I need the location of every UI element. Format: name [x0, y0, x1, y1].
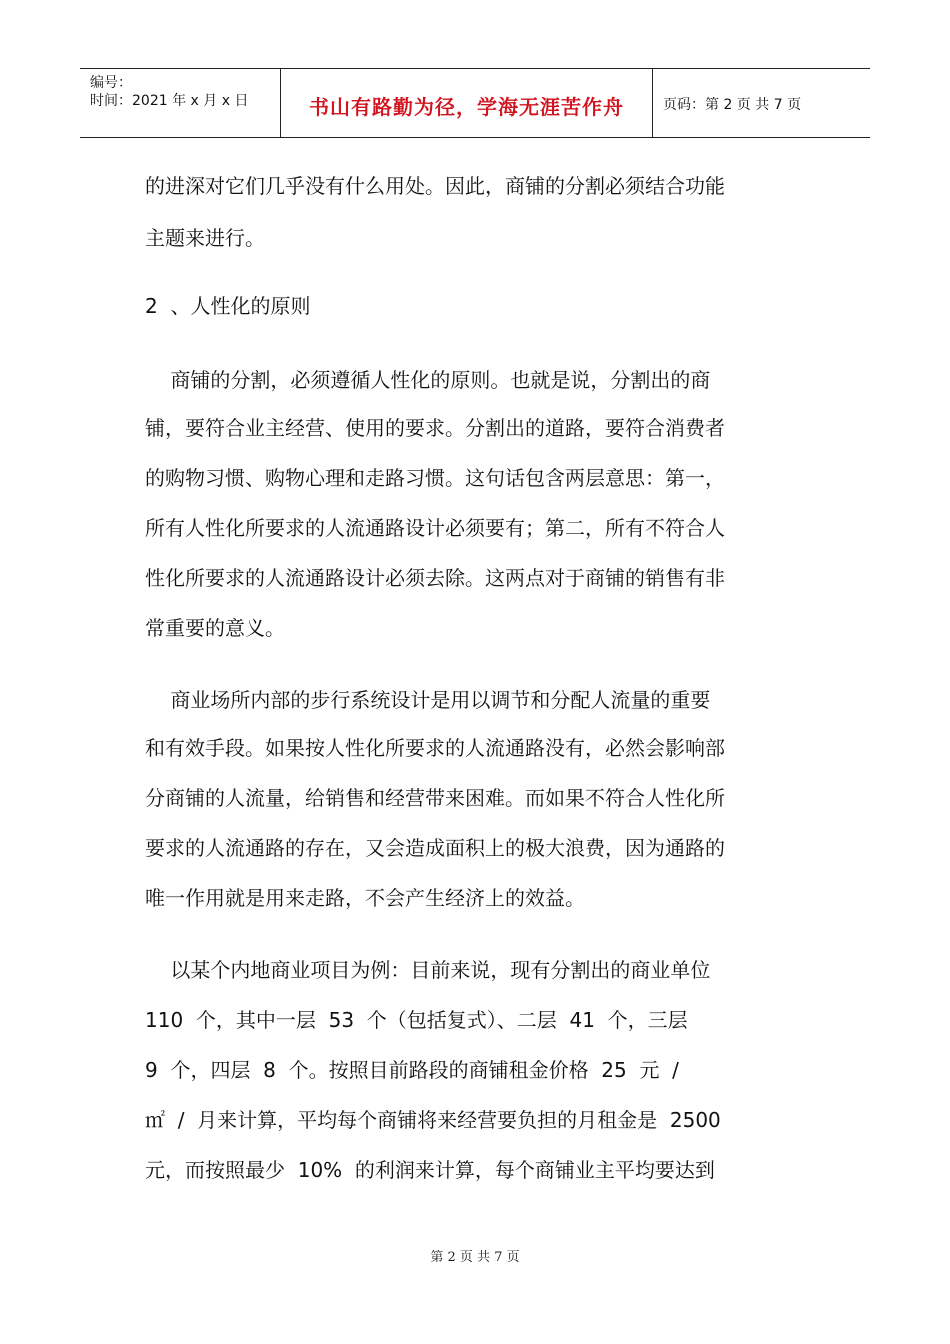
- body-line: ㎡ / 月来计算，平均每个商铺将来经营要负担的月租金是 2500: [145, 1108, 721, 1132]
- body-line: 商铺的分割，必须遵循人性化的原则。也就是说，分割出的商: [145, 368, 711, 392]
- page-footer: 第 2 页 共 7 页: [430, 1250, 520, 1265]
- body-line: 的购物习惯、购物心理和走路习惯。这句话包含两层意思：第一，: [145, 466, 725, 490]
- document-date-label: 时间：2021 年 x 月 x 日: [90, 93, 249, 109]
- body-line: 9 个，四层 8 个。按照目前路段的商铺租金价格 25 元 /: [145, 1058, 679, 1082]
- body-line: 要求的人流通路的存在，又会造成面积上的极大浪费，因为通路的: [145, 836, 725, 860]
- body-line: 性化所要求的人流通路设计必须去除。这两点对于商铺的销售有非: [145, 566, 725, 590]
- body-line: 元，而按照最少 10% 的利润来计算，每个商铺业主平均要达到: [145, 1158, 715, 1182]
- page-header: [80, 68, 870, 138]
- body-line: 唯一作用就是用来走路，不会产生经济上的效益。: [145, 886, 585, 910]
- header-page-info: 页码：第 2 页 共 7 页: [663, 97, 802, 113]
- body-line: 主题来进行。: [145, 226, 265, 250]
- header-meta-cell: [80, 69, 281, 137]
- body-line: 铺，要符合业主经营、使用的要求。分割出的道路，要符合消费者: [145, 416, 725, 440]
- body-line: 110 个，其中一层 53 个（包括复式）、二层 41 个，三层: [145, 1008, 688, 1032]
- body-line: 的进深对它们几乎没有什么用处。因此，商铺的分割必须结合功能: [145, 174, 725, 198]
- body-line: 分商铺的人流量，给销售和经营带来困难。而如果不符合人性化所: [145, 786, 725, 810]
- document-code-label: 编号：: [90, 75, 132, 91]
- header-motto: 书山有路勤为径，学海无涯苦作舟: [281, 69, 653, 137]
- body-line: 以某个内地商业项目为例：目前来说，现有分割出的商业单位: [145, 958, 711, 982]
- body-line: 常重要的意义。: [145, 616, 285, 640]
- section-heading: 2 、人性化的原则: [145, 294, 311, 318]
- body-line: 商业场所内部的步行系统设计是用以调节和分配人流量的重要: [145, 688, 711, 712]
- body-line: 和有效手段。如果按人性化所要求的人流通路没有，必然会影响部: [145, 736, 725, 760]
- body-line: 所有人性化所要求的人流通路设计必须要有；第二，所有不符合人: [145, 516, 725, 540]
